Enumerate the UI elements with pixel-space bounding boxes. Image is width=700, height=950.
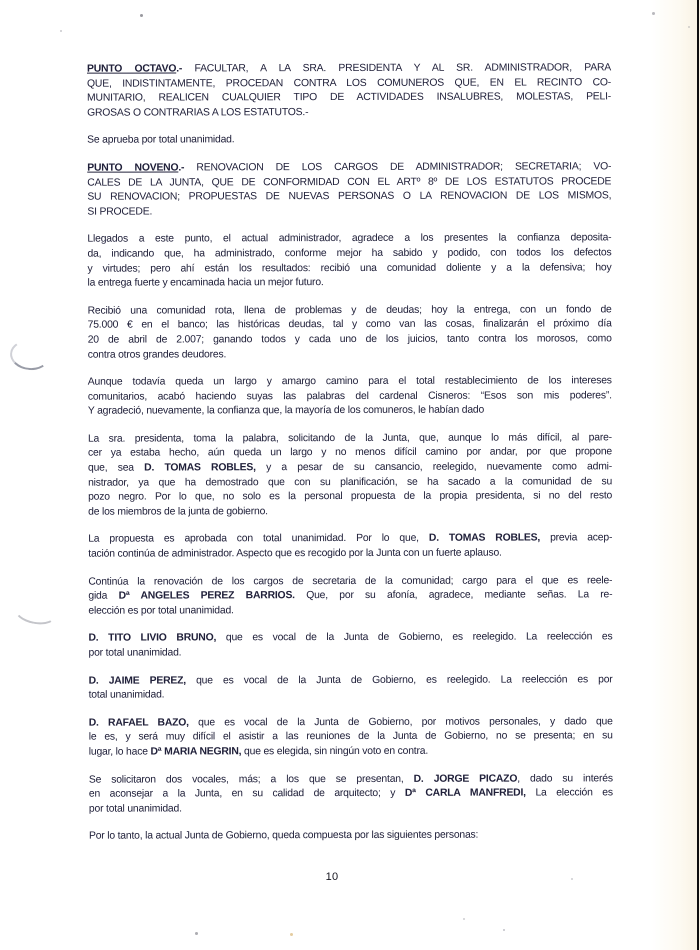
scan-speck — [140, 14, 143, 17]
emphasized-text: .- — [178, 162, 185, 174]
body-text: da, indicando que, ha administrado, conforme mejor ha sabido y podido, con todos los defectos — [87, 247, 612, 260]
body-text: tación continúa de administrador. Aspecto que es recogido por la Junta con un fuerte aplauso. — [88, 547, 502, 560]
body-text: Por lo tanto, la actual Junta de Gobierno, queda compuesta por las siguientes personas: — [88, 830, 479, 843]
text-line — [88, 332, 612, 348]
emphasized-text: D. JAIME PEREZ, — [88, 675, 186, 687]
margin-pen-mark — [12, 594, 60, 627]
emphasized-text: PUNTO NOVENO — [87, 162, 179, 174]
paragraph-punto-octavo — [87, 61, 611, 121]
body-text: comunitarios, acabó haciendo suyas las palabras del cardenal Cisneros: “Esos son mis poderes”. — [87, 390, 612, 403]
body-text: La elección es — [525, 787, 613, 799]
scan-speck — [503, 929, 505, 931]
document-paragraphs — [87, 61, 613, 857]
paragraph-vocal-rafael-bazo — [89, 715, 613, 760]
text-line — [89, 744, 613, 760]
text-line — [87, 175, 611, 191]
emphasized-text: .- — [176, 63, 183, 75]
paragraph-junta-compuesta — [89, 829, 613, 845]
body-text: que es vocal de la Junta de Gobierno, es reelegido. La reelección es — [216, 631, 613, 644]
body-text: SI PROCEDE. — [87, 206, 153, 218]
body-text: total unanimidad. — [88, 689, 165, 701]
text-line — [89, 786, 613, 802]
text-line — [87, 246, 611, 262]
scan-speck — [195, 932, 198, 935]
emphasized-text: D. TOMAS ROBLES, — [144, 462, 256, 474]
body-text: Se solicitaron dos vocales, más; a los que se presentan, — [88, 773, 414, 786]
emphasized-text: D. TITO LIVIO BRUNO, — [88, 632, 217, 645]
text-line — [89, 801, 613, 817]
body-text: MUNITARIO, REALICEN CUALQUIER TIPO DE ACTIVIDADES INSALUBRES, MOLESTAS, PELI- — [87, 91, 612, 104]
text-line — [88, 275, 612, 291]
body-text: nistrador, ya que ha demostrado que con su planificación, se ha sacado a la comunidad de su — [88, 475, 613, 489]
text-line — [88, 389, 612, 405]
body-text: FACULTAR, A LA SRA. PRESIDENTA Y AL SR. ADMINISTRADOR, PARA — [182, 62, 611, 75]
body-text: y a pesar de su cansancio, reelegido, nuevamente como admi- — [255, 461, 613, 474]
body-text: en aconsejar a la Junta, en su calidad de arquitecto; y — [88, 788, 405, 800]
body-text: CALES DE LA JUNTA, QUE DE CONFORMIDAD CON EL ARTº 8º DE LOS ESTATUTOS PROCEDE — [87, 175, 612, 189]
text-line — [88, 603, 612, 619]
text-line — [87, 232, 611, 248]
text-line — [87, 160, 611, 176]
paragraph-aprobacion-punto-octavo — [87, 133, 611, 149]
scan-speck — [60, 30, 62, 32]
text-line — [88, 631, 612, 647]
text-line — [88, 374, 612, 390]
paragraph-punto-noveno — [87, 160, 611, 220]
text-line — [89, 772, 613, 788]
body-text: la entrega fuerte y encaminada hacia un mejor futuro. — [87, 277, 324, 289]
text-line — [89, 715, 613, 731]
text-line — [88, 490, 612, 506]
body-text: que, sea — [88, 462, 145, 474]
paragraph-vocal-tito-livio-bruno — [88, 631, 612, 662]
text-line — [89, 730, 613, 746]
text-line — [87, 261, 611, 277]
body-text: Aunque todavía queda un largo y amargo camino para el total restablecimiento de los intereses — [87, 375, 612, 388]
text-line — [87, 91, 611, 107]
body-text: cer ya estaba hecho, aún queda un largo y no menos difícil camino por andar, por que propone — [87, 446, 612, 460]
paragraph-propuesta-presidenta — [88, 431, 612, 520]
body-text: por total unanimidad. — [88, 803, 182, 815]
scan-edge-line — [697, 0, 699, 950]
paragraph-comunidad-rota — [88, 303, 612, 363]
text-line — [88, 446, 612, 462]
body-text: La sra. presidenta, toma la palabra, solicitando de la Junta, que, aunque lo más difícil, al pare- — [87, 432, 612, 445]
body-text: que es vocal de la Junta de Gobierno, es reelegido. La reelección es por — [185, 673, 613, 687]
scan-speck — [688, 26, 690, 28]
text-line — [88, 318, 612, 334]
emphasized-text: Dª CARLA MANFREDI, — [404, 787, 526, 800]
body-text: Se aprueba por total unanimidad. — [87, 134, 235, 147]
text-line — [88, 303, 612, 319]
text-line — [88, 645, 612, 661]
body-text: gida — [88, 590, 119, 602]
text-line — [89, 829, 613, 845]
text-line — [88, 504, 612, 520]
scan-speck — [290, 933, 293, 936]
emphasized-text: D. TOMAS ROBLES, — [428, 532, 541, 545]
body-text: lugar, lo hace — [88, 746, 151, 758]
text-line — [87, 76, 611, 92]
paragraph-secretaria-reeleccion — [88, 574, 612, 619]
emphasized-text: Dª ANGELES PEREZ BARRIOS. — [118, 590, 295, 602]
body-text: Que, por su afonía, agradece, mediante señas. La re- — [294, 589, 613, 602]
body-text: GROSAS O CONTRARIAS A LOS ESTATUTOS.- — [87, 106, 309, 119]
text-line — [87, 189, 611, 205]
text-line — [88, 532, 612, 548]
scan-speck — [571, 878, 573, 880]
body-text: La propuesta es aprobada con total unanimidad. Por lo que, — [88, 533, 429, 546]
text-line — [88, 475, 612, 491]
text-line — [88, 546, 612, 562]
body-text: , dado su interés — [517, 772, 613, 785]
text-line — [89, 673, 613, 689]
emphasized-text: D. JORGE PICAZO — [413, 773, 518, 785]
body-text: que es vocal de la Junta de Gobierno, por motivos personales, y dado que — [188, 716, 613, 729]
body-text: SU RENOVACION; PROPUESTAS DE NUEVAS PERSONAS O LA RENOVACION DE LOS MISMOS, — [87, 190, 612, 203]
body-text: que es elegida, sin ningún voto en contra. — [241, 745, 429, 758]
scan-speck — [463, 918, 465, 920]
body-text: 20 de abril de 2.007; ganando todos y cada uno de los juicios, tanto contra los morosos, como — [87, 333, 612, 346]
text-line — [88, 574, 612, 590]
paragraph-nuevos-vocales — [89, 772, 613, 817]
paragraph-cardenal-cisneros — [88, 374, 612, 419]
text-line — [87, 61, 611, 77]
body-text: Llegados a este punto, el actual administrador, agradece a los presentes la confianza deposita- — [87, 232, 612, 246]
text-line — [88, 460, 612, 476]
body-text: previa acep- — [540, 532, 613, 544]
text-line — [87, 133, 611, 149]
paragraph-vocal-jaime-perez — [89, 673, 613, 704]
emphasized-text: D. RAFAEL BAZO, — [88, 717, 189, 729]
body-text: pozo negro. Por lo que, no solo es la personal propuesta de la propia presidenta, si no del resto — [88, 490, 613, 503]
text-line — [87, 204, 611, 220]
scan-speck — [652, 12, 655, 15]
text-line — [88, 589, 612, 605]
body-text: por total unanimidad. — [88, 647, 182, 659]
body-text: QUE, INDISTINTAMENTE, PROCEDAN CONTRA LOS COMUNEROS QUE, EN EL RECINTO CO- — [87, 76, 612, 90]
emphasized-text: PUNTO OCTAVO — [86, 63, 177, 75]
page-number: 10 — [325, 871, 339, 883]
body-text: Continúa la renovación de los cargos de secretaria de la comunidad; cargo para el que es reele- — [88, 574, 613, 588]
paragraph-administrador-agradece — [87, 232, 611, 292]
text-line — [89, 688, 613, 704]
body-text: le es, y será muy difícil el asistir a las reuniones de la Junta de Gobierno, no se presenta; en su — [88, 730, 613, 744]
text-line — [87, 105, 611, 121]
body-text: RENOVACION DE LOS CARGOS DE ADMINISTRADOR; SECRETARIA; VO- — [184, 161, 612, 174]
emphasized-text: Dª MARIA NEGRIN, — [150, 746, 242, 758]
text-line — [88, 347, 612, 363]
body-text: de los miembros de la junta de gobierno. — [88, 506, 268, 518]
paragraph-aprobacion-administrador — [88, 532, 612, 563]
body-text: Y agradeció, nuevamente, la confianza que, la mayoría de los comuneros, le habían dado — [87, 404, 485, 417]
body-text: y virtudes; pero ahí están los resultados: recibió una comunidad doliente y a la defensiva; hoy — [87, 261, 612, 275]
margin-pen-mark — [9, 338, 52, 372]
body-text: elección es por total unanimidad. — [88, 605, 234, 617]
body-text: contra otros grandes deudores. — [87, 348, 227, 361]
body-text: 75.000 € en el banco; las históricas deudas, tal y como van las cosas, finalizarán el próximo día — [87, 318, 612, 331]
body-text: Recibió una comunidad rota, llena de problemas y de deudas; hoy la entrega, con un fondo de — [87, 304, 612, 317]
text-line — [88, 404, 612, 420]
text-line — [88, 431, 612, 447]
